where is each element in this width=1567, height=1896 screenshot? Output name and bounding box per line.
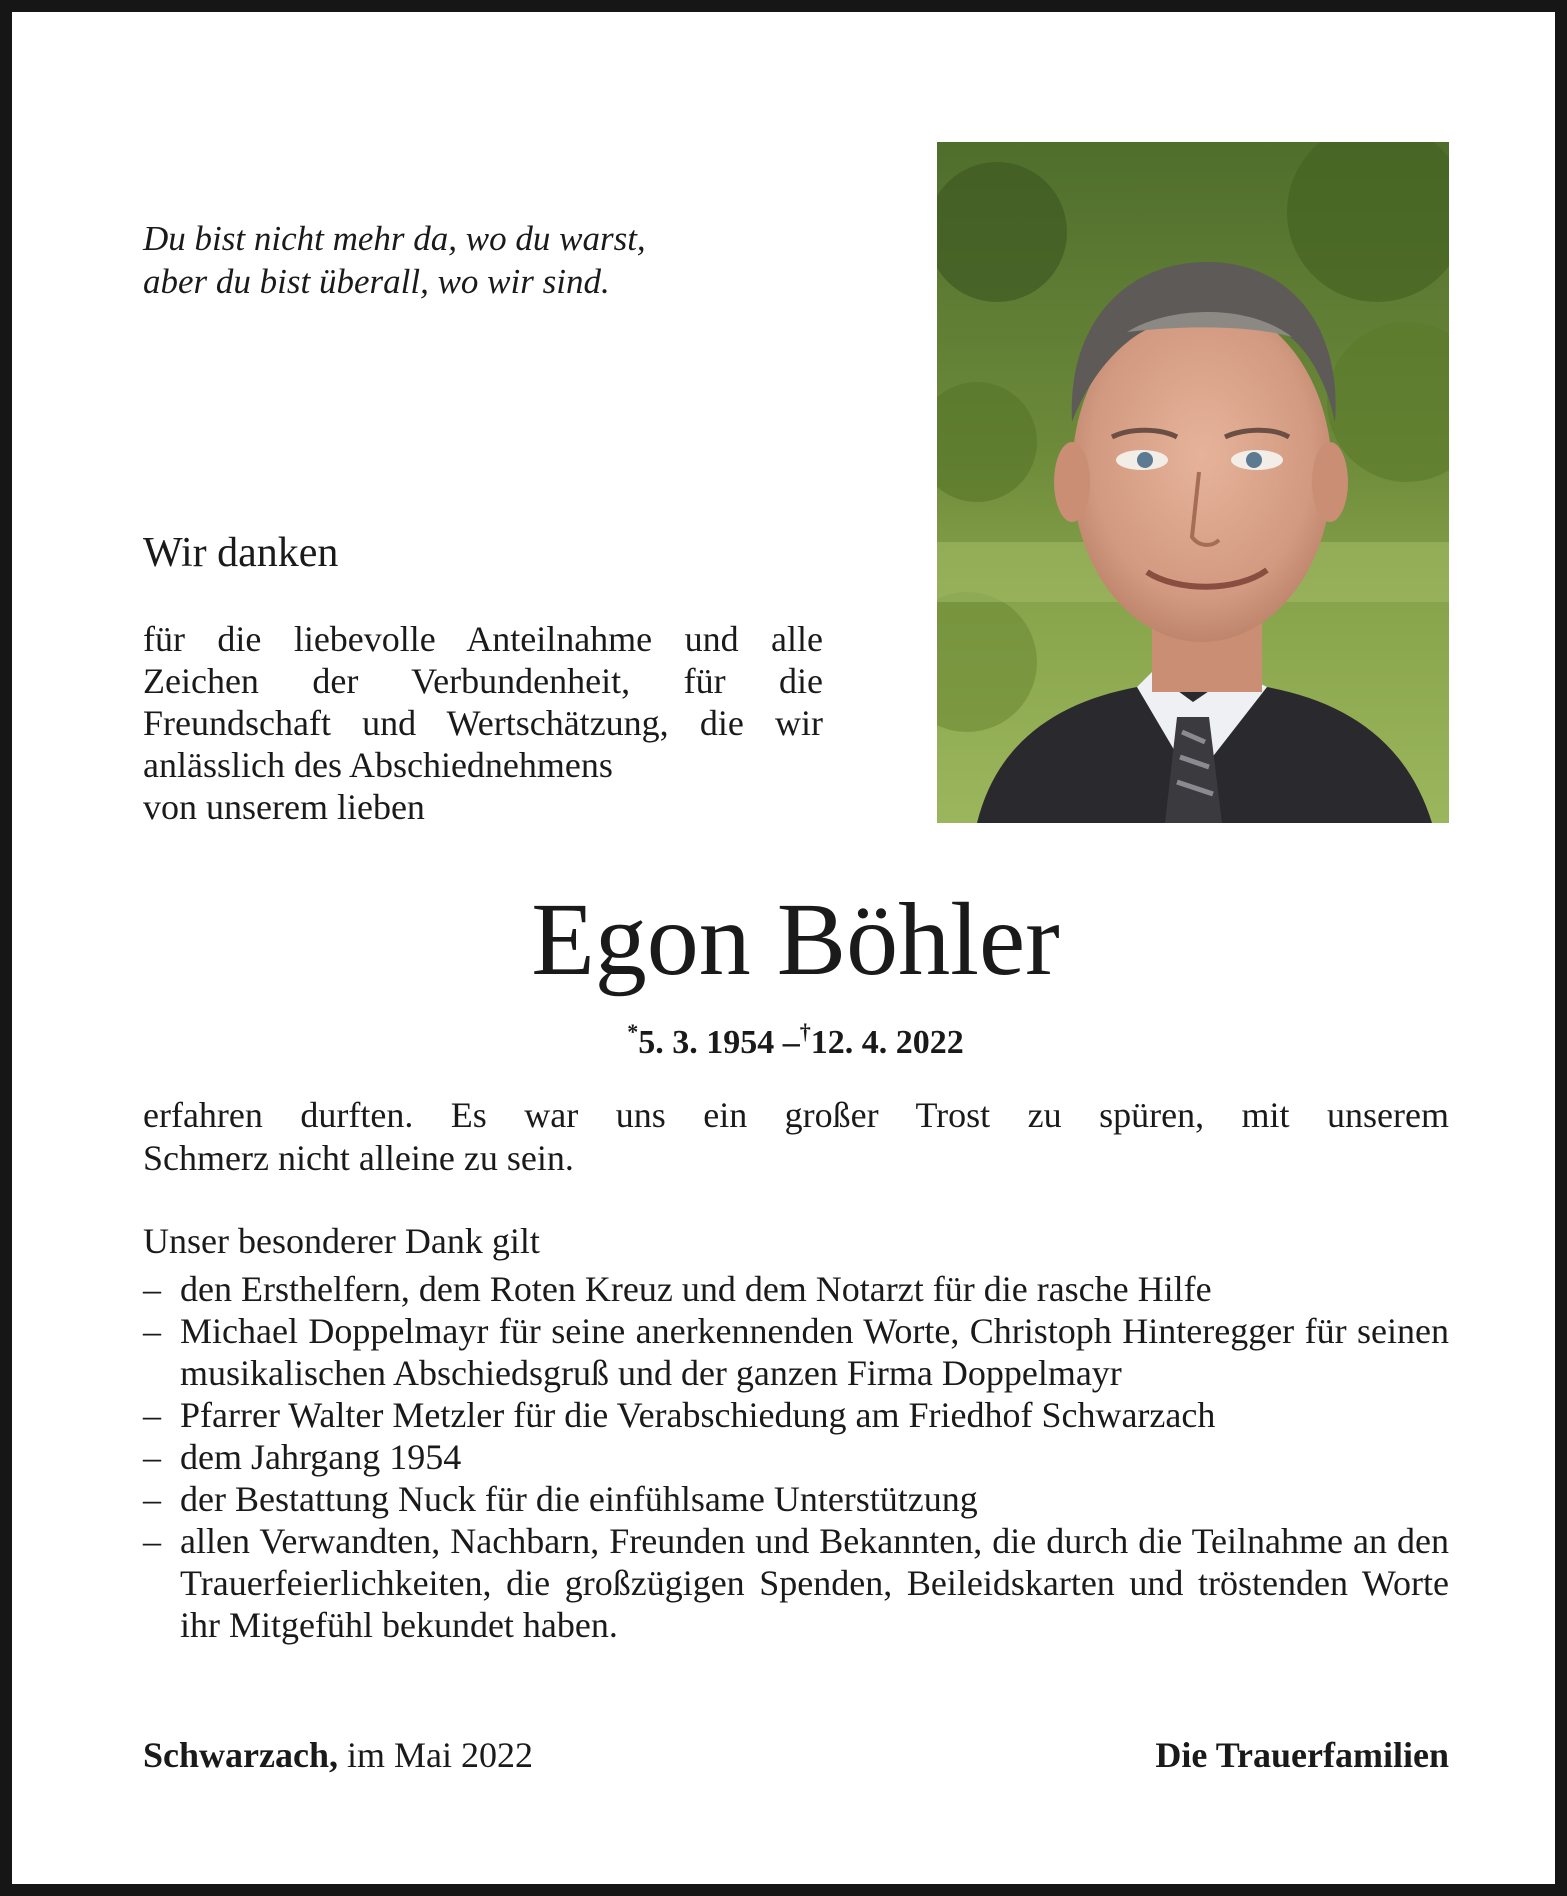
footer-date: im Mai 2022 [337,1735,533,1775]
dash-icon: – [143,1479,161,1519]
list-item: – allen Verwandten, Nachbarn, Freunden und Bekannten, die durch die Teilnahme an den Trauerfeierlichkeiten, die großzügigen Spenden, Beileidskarten und tröstenden Worte ihr Mitgefühl bekundet haben. [143,1521,1449,1645]
list-item: – Michael Doppelmayr für seine anerkennenden Worte, Christoph Hinteregger für seinen musikalischen Abschiedsgruß und der ganzen Firma Doppelmayr [143,1311,1449,1393]
intro-paragraph [143,618,823,828]
birth-date: 5. 3. 1954 [638,1024,775,1061]
special-thanks-heading: Unser besonderer Dank gilt [143,1221,540,1261]
life-dates [12,1010,1567,1065]
list-item: – den Ersthelfern, dem Roten Kreuz und dem Notarzt für die rasche Hilfe [143,1269,1212,1309]
thanks-list [143,1268,1449,1646]
list-item: – Pfarrer Walter Metzler für die Verabschiedung am Friedhof Schwarzach [143,1395,1216,1435]
list-item: – der Bestattung Nuck für die einfühlsame Unterstützung [143,1479,978,1519]
footer-place: Schwarzach, [143,1735,338,1775]
list-item: – dem Jahrgang 1954 [143,1437,462,1477]
after-line-2: Schmerz nicht alleine zu sein. [143,1138,574,1178]
dash-icon: – [143,1395,161,1435]
footer-signature: Die Trauerfamilien [1155,1735,1449,1775]
footer [143,1733,1449,1777]
dash-icon: – [143,1269,161,1309]
death-cross-icon: † [799,1019,811,1044]
thanks-heading: Wir danken [143,530,339,576]
date-separator: – [782,1024,800,1061]
memorial-quote [143,217,863,303]
dash-icon: – [143,1521,161,1561]
after-line-1: erfahren durften. Es war uns ein großer Trost zu spüren, mit unserem [143,1095,1449,1135]
birth-star-icon: * [627,1019,639,1044]
dash-icon: – [143,1437,161,1477]
deceased-name: Egon Böhler [531,882,1060,997]
intro-justified-text: für die liebevolle Anteilnahme und alle Zeichen der Verbundenheit, für die Freundschaft und Wertschätzung, die wir anlässlich des Abschiednehmens [143,619,823,785]
death-date: 12. 4. 2022 [810,1024,964,1061]
quote-line-2: aber du bist überall, wo wir sind. [143,262,610,301]
quote-line-1: Du bist nicht mehr da, wo du warst, [143,219,646,258]
portrait-photo [937,142,1449,823]
after-paragraph [143,1094,1449,1180]
intro-last-line: von unserem lieben [143,787,425,827]
dash-icon: – [143,1311,161,1351]
